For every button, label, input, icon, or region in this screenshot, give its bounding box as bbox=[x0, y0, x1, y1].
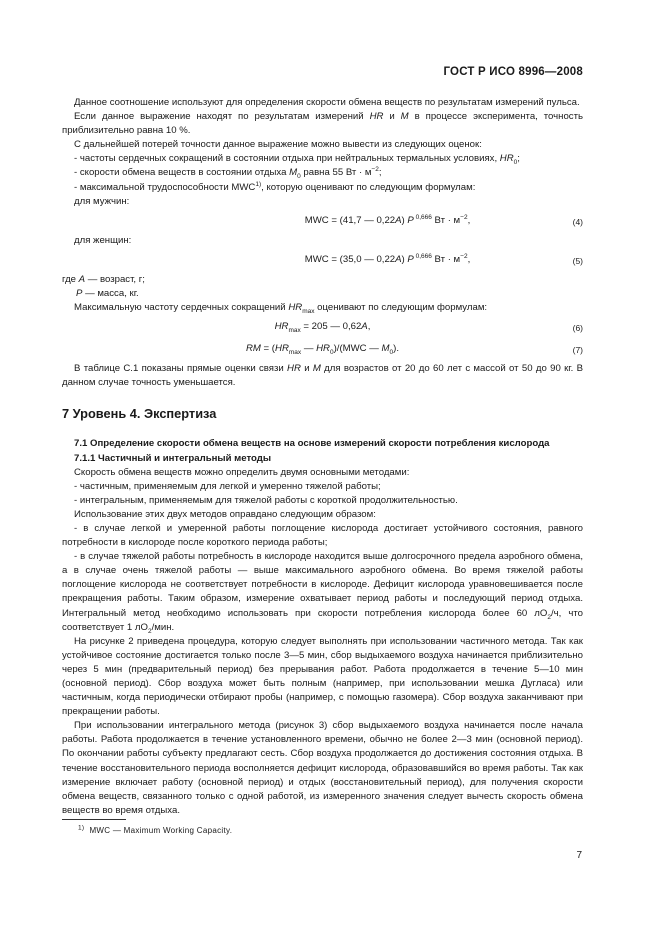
paragraph-figure-2: На рисунке 2 приведена процедура, которую следует выполнять при использовании частичного метода. Так как устойчивое состояние достигается только после 3—5 мин, сбор выдыхаемого воздуха начинается приблизительно через 5 мин (предварительный период) без прерывания работ. Работа продолжается в течение 5—10 мин (основной период). Сбор воздуха может быть полным (например, при использовании мешка Дугласа) или частичным, когда периодически отбирают пробы (например, с помощью газомера). Сбор воздуха заканчивают при прекращении работы. bbox=[62, 635, 583, 718]
footnote bbox=[78, 826, 232, 835]
label-men: для мужчин: bbox=[74, 195, 130, 207]
page-body bbox=[62, 96, 583, 818]
footnote-mark: 1) bbox=[78, 824, 85, 832]
paragraph-two-methods: Скорость обмена веществ можно определить двумя основными методами: bbox=[74, 466, 410, 478]
paragraph-accuracy: Если данное выражение находят по результатам измерений HR и M в процессе эксперимента, точность приблизительно равна 10 %. bbox=[62, 111, 583, 137]
formula-7: RM = ($HR_{max}$ — $HR_0)/(MWC$ — $M_0$). (7) bbox=[245, 343, 583, 357]
paragraph-hrmax: Максимальную частоту сердечных сокращений $HR_{max}$ оценивают по следующим формулам: bbox=[74, 302, 488, 315]
footnote-text: MWC — Maximum Working Capacity. bbox=[89, 826, 233, 835]
document-header: ГОСТ Р ИСО 8996—2008 bbox=[443, 66, 583, 78]
formula-number: (4) bbox=[572, 216, 583, 227]
paragraph-table-c1: В таблице С.1 показаны прямые оценки связи HR и M для возрастов от 20 до 60 лет с массой от 50 до 90 кг. В данном случае точность уменьшается. bbox=[62, 363, 583, 389]
list-item-light-work: - в случае легкой и умеренной работы поглощение кислорода достигает устойчивого состояния, равного потребности в кислороде после короткого периода работы; bbox=[62, 522, 583, 549]
list-item-hr0: - частоты сердечных сокращений в состоянии отдыха при нейтральных термальных условиях, $HR_0$; bbox=[74, 153, 520, 167]
paragraph-figure-3: При использовании интегрального метода (рисунок 3) сбор выдыхаемого воздуха начинается после начала работы. Работа продолжается в течение установленного времени, обычно не более 2—3 мин (основной период). По окончании работы субъекту предлагают сесть. Сбор воздуха продолжается до достижения состояния отдыха. В течение восстановительного периода восполняется дефицит кислорода, образовавшийся во время работы. Так как измерение включает работу (основной период) и отдых (восстановительный период), для получения скорости обмена веществ, связанного только с одной работой, из измеренного значения следует вычесть скорость обмена веществ во время отдыха. bbox=[62, 720, 583, 816]
paragraph-estimates: С дальнейшей потерей точности данное выражение можно вывести из следующих оценок: bbox=[74, 139, 482, 151]
list-item-m0: - скорости обмена веществ в состоянии отдыха $M_0$ равна 55 Вт · $м^{-2}$; bbox=[74, 166, 382, 181]
legend-mass: P — масса, кг. bbox=[76, 287, 139, 299]
legend-age: где A — возраст, г; bbox=[62, 273, 145, 285]
list-item-partial: - частичным, применяемым для легкой и умеренно тяжелой работы; bbox=[74, 480, 381, 492]
formula-5: MWC = (35,0 — 0,22A) P $^{0,666}$ Вт · $м^{-2}$, (5) bbox=[62, 251, 583, 270]
section-7-1-1-heading: 7.1.1 Частичный и интегральный методы bbox=[74, 452, 272, 464]
list-item-integral: - интегральным, применяемым для тяжелой работы с короткой продолжительностью. bbox=[74, 494, 458, 506]
label-women: для женщин: bbox=[74, 234, 132, 246]
paragraph-justified: Использование этих двух методов оправдано следующим образом: bbox=[74, 508, 376, 520]
page-number: 7 bbox=[576, 850, 582, 861]
footnote-ref[interactable]: 1) bbox=[255, 180, 262, 188]
list-item-mwc: - максимальной трудоспособности MWC$^{1)}$, которую оценивают по следующим формулам: bbox=[74, 180, 476, 193]
footnote-divider bbox=[62, 819, 126, 820]
section-7-1-heading: 7.1 Определение скорости обмена веществ на основе измерений скорости потребления кислорода bbox=[74, 438, 550, 450]
paragraph-pulse: Данное соотношение используют для определения скорости обмена веществ по результатам измерений пульса. bbox=[74, 97, 580, 108]
section-7-heading: 7 Уровень 4. Экспертиза bbox=[62, 406, 217, 422]
formula-4: MWC = (41,7 — 0,22A) P $^{0,666}$ Вт · $м^{-2}$, (4) bbox=[62, 212, 583, 231]
list-item-heavy-work: - в случае тяжелой работы потребность в кислороде находится выше долгосрочного предела аэробного обмена, а в случае очень тяжелой работы — выше максимального аэробного обмена. Во время тяжелой работы поглощение кислорода не соответствует потребности в кислороде. Дефицит кислорода уравновешивается после прекращения работы. Таким образом, измерение охватывает период работы и последующий период отдыха. Интегральный метод необходимо использовать при скорости потребления кислорода более 60 $лO_2/ч$, что соответствует 1 $лO_2$/мин. bbox=[62, 551, 583, 635]
formula-number: (5) bbox=[572, 255, 583, 266]
formula-number: (7) bbox=[572, 345, 583, 356]
formula-number: (6) bbox=[572, 323, 583, 334]
formula-6: $HR_{max} = 205$ — 0,62A, (6) bbox=[274, 321, 583, 335]
